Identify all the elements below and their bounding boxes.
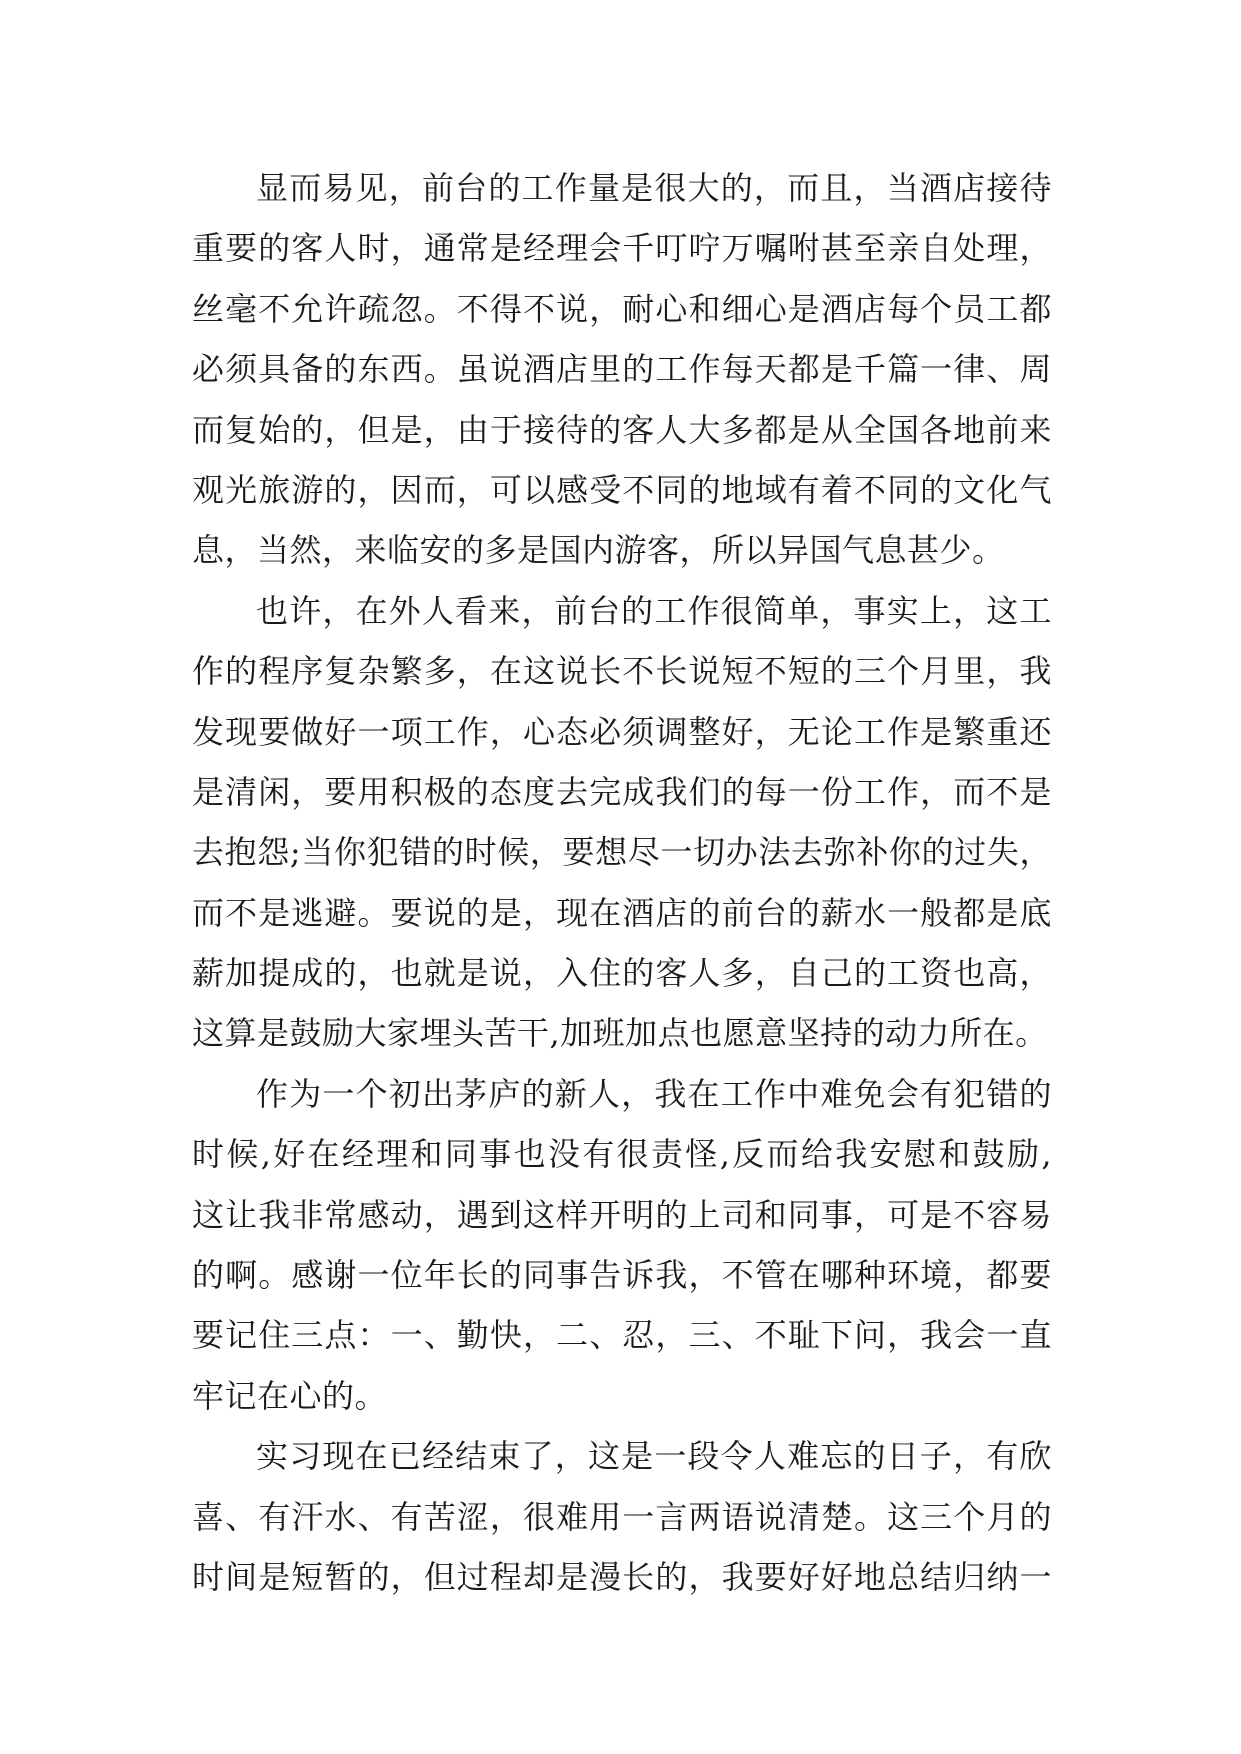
text-line: 喜、有汗水、有苦涩，很难用一言两语说清楚。这三个月的: [192, 1497, 1052, 1536]
text-line: 去抱怨;当你犯错的时候，要想尽一切办法去弥补你的过失，: [192, 833, 1052, 872]
paragraph: [192, 158, 1052, 581]
text-line: 实习现在已经结束了，这是一段令人难忘的日子，有欣: [256, 1437, 1052, 1476]
text-line: 时候,好在经理和同事也没有很责怪,反而给我安慰和鼓励,: [192, 1135, 1052, 1174]
text-line: 作的程序复杂繁多，在这说长不长说短不短的三个月里，我: [192, 652, 1052, 691]
text-line: 也许，在外人看来，前台的工作很简单，事实上，这工: [256, 591, 1052, 630]
text-line: 的啊。感谢一位年长的同事告诉我，不管在哪种环境，都要: [192, 1256, 1052, 1295]
paragraph: [192, 1426, 1052, 1607]
text-line: 是清闲，要用积极的态度去完成我们的每一份工作，而不是: [192, 772, 1052, 811]
text-line: 发现要做好一项工作，心态必须调整好，无论工作是繁重还: [192, 712, 1052, 751]
text-line: 而不是逃避。要说的是，现在酒店的前台的薪水一般都是底: [192, 893, 1052, 932]
text-line: 息，当然，来临安的多是国内游客，所以异国气息甚少。: [192, 531, 1005, 570]
text-line: 必须具备的东西。虽说酒店里的工作每天都是千篇一律、周: [192, 350, 1052, 389]
text-line: 时间是短暂的，但过程却是漫长的，我要好好地总结归纳一: [192, 1557, 1052, 1596]
text-line: 观光旅游的，因而，可以感受不同的地域有着不同的文化气: [192, 470, 1052, 509]
text-line: 这算是鼓励大家埋头苦干,加班加点也愿意坚持的动力所在。: [192, 1014, 1048, 1053]
text-line: 要记住三点：一、勤快，二、忍，三、不耻下问，我会一直: [192, 1316, 1052, 1355]
text-line: 而复始的，但是，由于接待的客人大多都是从全国各地前来: [192, 410, 1052, 449]
paragraph: [192, 581, 1052, 1064]
text-line: 重要的客人时，通常是经理会千叮咛万嘱咐甚至亲自处理，: [192, 229, 1052, 268]
document-body: [192, 158, 1052, 1607]
text-line: 牢记在心的。: [192, 1376, 388, 1415]
text-line: 薪加提成的，也就是说，入住的客人多，自己的工资也高，: [192, 954, 1052, 993]
text-line: 丝毫不允许疏忽。不得不说，耐心和细心是酒店每个员工都: [192, 289, 1052, 328]
text-line: 显而易见，前台的工作量是很大的，而且，当酒店接待: [256, 169, 1052, 207]
text-line: 这让我非常感动，遇到这样开明的上司和同事，可是不容易: [192, 1195, 1052, 1234]
paragraph: [192, 1064, 1052, 1426]
text-line: 作为一个初出茅庐的新人，我在工作中难免会有犯错的: [256, 1074, 1052, 1113]
